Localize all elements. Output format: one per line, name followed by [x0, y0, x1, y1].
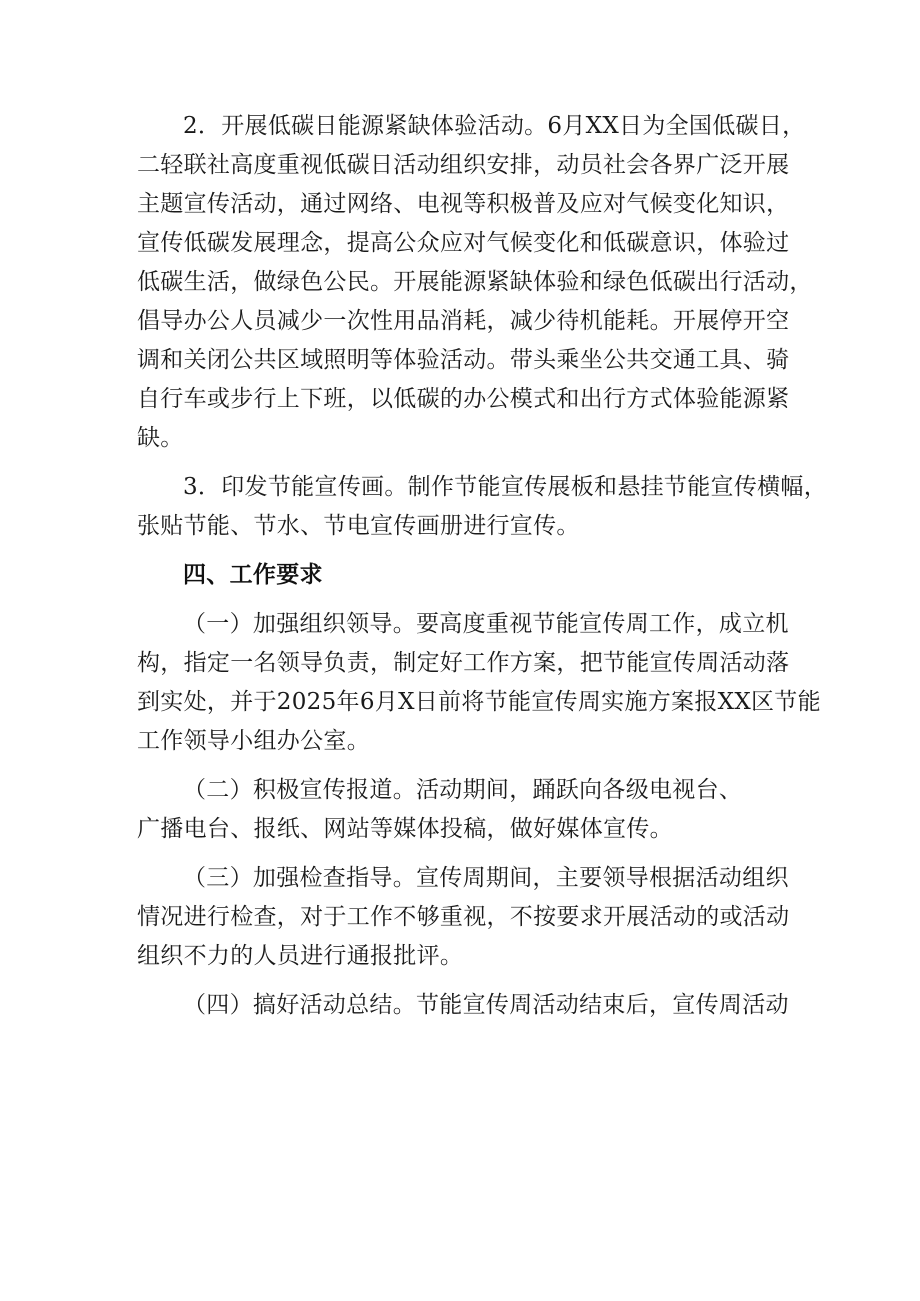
- text-line: 3．印发节能宣传画。制作节能宣传展板和悬挂节能宣传横幅，: [183, 474, 828, 500]
- text-line: 二轻联社高度重视低碳日活动组织安排，动员社会各界广泛开展: [137, 152, 790, 178]
- paragraph-low-carbon-day: [137, 107, 813, 458]
- paragraph-leadership: [137, 605, 821, 761]
- text-line: 主题宣传活动，通过网络、电视等积极普及应对气候变化知识，: [137, 191, 790, 217]
- text-line: 低碳生活，做绿色公民。开展能源紧缺体验和绿色低碳出行活动，: [137, 269, 813, 295]
- text-line: 宣传低碳发展理念，提高公众应对气候变化和低碳意识，体验过: [137, 230, 790, 256]
- paragraph-posters: [137, 468, 828, 546]
- section-heading-work-requirements: 四、工作要求: [183, 562, 323, 588]
- text-line: 情况进行检查，对于工作不够重视，不按要求开展活动的或活动: [137, 904, 790, 930]
- text-line: 调和关闭公共区域照明等体验活动。带头乘坐公共交通工具、骑: [137, 347, 790, 373]
- text-line: 2．开展低碳日能源紧缺体验活动。6月XX日为全国低碳日，: [183, 113, 806, 139]
- text-line: 到实处，并于2025年6月X日前将节能宣传周实施方案报XX区节能: [137, 689, 821, 715]
- text-line: 构，指定一名领导负责，制定好工作方案，把节能宣传周活动落: [137, 650, 790, 676]
- paragraph-summary: [137, 986, 801, 1025]
- text-line: 张贴节能、节水、节电宣传画册进行宣传。: [137, 513, 580, 539]
- text-line: 自行车或步行上下班，以低碳的办公模式和出行方式体验能源紧: [137, 386, 790, 412]
- text-line: （四）搞好活动总结。节能宣传周活动结束后，宣传周活动: [183, 992, 789, 1018]
- text-line: 缺。: [137, 425, 184, 451]
- text-line: （二）积极宣传报道。活动期间，踊跃向各级电视台、: [183, 777, 743, 803]
- text-line: 组织不力的人员进行通报批评。: [137, 943, 464, 969]
- text-line: （一）加强组织领导。要高度重视节能宣传周工作，成立机: [183, 611, 789, 637]
- text-line: 工作领导小组办公室。: [137, 728, 370, 754]
- text-line: 倡导办公人员减少一次性用品消耗，减少待机能耗。开展停开空: [137, 308, 790, 334]
- text-line: （三）加强检查指导。宣传周期间，主要领导根据活动组织: [183, 865, 789, 891]
- document-body: [137, 107, 828, 1025]
- paragraph-publicity: [137, 771, 801, 849]
- paragraph-inspection: [137, 859, 801, 976]
- text-line: 广播电台、报纸、网站等媒体投稿，做好媒体宣传。: [137, 816, 673, 842]
